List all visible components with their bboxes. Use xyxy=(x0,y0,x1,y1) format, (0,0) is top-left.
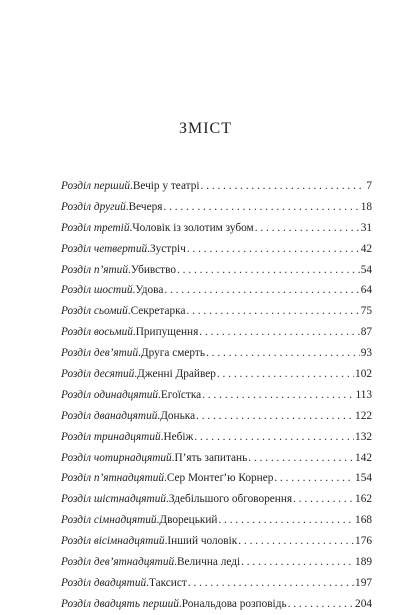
label-separator: . xyxy=(130,180,133,192)
chapter-label: Розділ двадцять перший xyxy=(61,597,179,610)
page-number: 7 xyxy=(366,180,372,192)
label-separator: . xyxy=(171,451,175,464)
label-separator: . xyxy=(174,556,177,569)
label-separator: . xyxy=(125,200,129,213)
toc-entry xyxy=(61,489,372,510)
chapter-label: Розділ четвертий xyxy=(61,242,148,255)
page-number: 93 xyxy=(360,347,372,360)
page-number: 102 xyxy=(355,368,372,381)
dot-leader xyxy=(177,260,360,281)
chapter-title: Таксист xyxy=(148,576,187,589)
chapter-title: Секретарка xyxy=(130,305,186,318)
label-separator: . xyxy=(156,514,160,527)
toc-entry xyxy=(61,448,372,469)
chapter-label: Розділ сімнадцятий xyxy=(61,514,157,527)
toc-entry xyxy=(61,176,372,197)
toc-entry xyxy=(61,239,372,260)
page-number: 189 xyxy=(355,556,372,569)
toc-entry xyxy=(61,260,372,281)
chapter-title: Сер Монтеґ’ю Корнер xyxy=(166,472,274,485)
chapter-title: Дворецький xyxy=(159,514,218,527)
chapter-title: Вечір у театрі xyxy=(132,180,200,192)
toc-entry xyxy=(61,197,372,218)
chapter-title: Небіж xyxy=(163,430,194,443)
label-separator: . xyxy=(157,409,161,422)
toc-entry xyxy=(61,322,372,343)
dot-leader xyxy=(238,531,354,552)
toc-entry xyxy=(61,385,372,406)
chapter-label: Розділ тринадцятий xyxy=(61,430,161,443)
page-number: 132 xyxy=(355,430,372,443)
dot-leader xyxy=(293,489,354,510)
label-separator: . xyxy=(132,326,136,339)
label-separator: . xyxy=(166,493,169,506)
toc-entry xyxy=(61,280,372,301)
toc-entry xyxy=(61,427,372,448)
page-number: 162 xyxy=(355,493,372,506)
page-title: ЗМІСТ xyxy=(178,120,232,137)
label-separator: . xyxy=(164,535,168,548)
page-number: 204 xyxy=(355,597,372,610)
chapter-label: Розділ п’ятнадцятий xyxy=(61,472,164,485)
chapter-title: Вечеря xyxy=(128,200,163,213)
page-number: 176 xyxy=(355,535,372,548)
chapter-title: Донька xyxy=(160,409,196,422)
page-number: 113 xyxy=(355,388,372,401)
dot-leader xyxy=(255,218,360,239)
page-number: 87 xyxy=(360,326,372,339)
chapter-label: Розділ дев’ятий xyxy=(61,347,139,360)
label-separator: . xyxy=(160,430,164,443)
label-separator: . xyxy=(134,368,138,381)
toc-entry xyxy=(61,552,372,573)
chapter-title: Друга смерть xyxy=(140,347,206,360)
chapter-label: Розділ десятий xyxy=(61,368,135,381)
chapter-title: Удова xyxy=(135,284,164,297)
dot-leader xyxy=(163,197,359,218)
chapter-label: Розділ восьмий xyxy=(61,326,133,339)
chapter-label: Розділ дванадцятий xyxy=(61,409,158,422)
chapter-label: Розділ перший xyxy=(61,180,130,192)
page-number: 168 xyxy=(355,514,372,527)
dot-leader xyxy=(196,406,354,427)
table-of-contents xyxy=(61,176,372,615)
label-separator: . xyxy=(164,472,167,485)
dot-leader xyxy=(194,427,354,448)
label-separator: . xyxy=(138,347,141,360)
chapter-label: Розділ вісімнадцятий xyxy=(61,535,165,548)
dot-leader xyxy=(186,301,359,322)
page-number: 42 xyxy=(360,242,372,255)
chapter-title: П’ять запитань xyxy=(174,451,248,464)
dot-leader xyxy=(274,468,354,489)
chapter-label: Розділ чотирнадцятий xyxy=(61,451,172,464)
page-number: 154 xyxy=(355,472,372,485)
page-number: 31 xyxy=(360,221,372,234)
chapter-title: Чоловік із золотим зубом xyxy=(132,221,254,234)
dot-leader xyxy=(201,176,366,197)
chapter-title: Егоїстка xyxy=(160,388,202,401)
dot-leader xyxy=(241,552,354,573)
dot-leader xyxy=(248,448,354,469)
toc-entry xyxy=(61,218,372,239)
chapter-label: Розділ дев’ятнадцятий xyxy=(61,556,175,569)
label-separator: . xyxy=(147,242,150,255)
chapter-title: Інший чоловік xyxy=(167,535,238,548)
toc-entry xyxy=(61,594,372,615)
dot-leader xyxy=(187,239,360,260)
toc-entry xyxy=(61,364,372,385)
toc-entry xyxy=(61,531,372,552)
chapter-label: Розділ одинадцятий xyxy=(61,388,159,401)
dot-leader xyxy=(199,322,359,343)
page-number: 75 xyxy=(360,305,372,318)
label-separator: . xyxy=(178,597,182,610)
page-number: 122 xyxy=(355,409,372,422)
label-separator: . xyxy=(132,284,136,297)
toc-entry xyxy=(61,510,372,531)
dot-leader xyxy=(288,594,354,615)
dot-leader xyxy=(188,573,354,594)
dot-leader xyxy=(217,364,354,385)
chapter-title: Припущення xyxy=(135,326,199,339)
label-separator: . xyxy=(129,221,133,234)
dot-leader xyxy=(218,510,354,531)
dot-leader xyxy=(164,280,359,301)
page-number: 142 xyxy=(355,451,372,464)
chapter-label: Розділ шостий xyxy=(61,284,133,297)
chapter-label: Розділ сьомий xyxy=(61,305,128,318)
chapter-title: Зустріч xyxy=(149,242,186,255)
chapter-label: Розділ п’ятий xyxy=(61,263,128,276)
chapter-label: Розділ шістнадцятий xyxy=(61,493,167,506)
page-number: 18 xyxy=(360,200,372,213)
chapter-title: Дженні Драйвер xyxy=(137,368,216,381)
chapter-title: Убивство xyxy=(130,263,177,276)
page-number: 54 xyxy=(360,263,372,276)
toc-entry xyxy=(61,573,372,594)
toc-entry xyxy=(61,468,372,489)
label-separator: . xyxy=(158,388,161,401)
label-separator: . xyxy=(127,305,131,318)
chapter-title: Велична леді xyxy=(176,556,241,569)
label-separator: . xyxy=(146,576,149,589)
page-number: 64 xyxy=(360,284,372,297)
dot-leader xyxy=(202,385,354,406)
chapter-label: Розділ двадцятий xyxy=(61,576,147,589)
chapter-label: Розділ третій xyxy=(61,221,130,234)
label-separator: . xyxy=(127,263,131,276)
chapter-label: Розділ другий xyxy=(61,200,126,213)
toc-entry xyxy=(61,343,372,364)
toc-entry xyxy=(61,406,372,427)
page-number: 197 xyxy=(355,576,372,589)
chapter-title: Рональдова розповідь xyxy=(181,597,287,610)
chapter-title: Здебільшого обговорення xyxy=(168,493,293,506)
dot-leader xyxy=(206,343,360,364)
toc-entry xyxy=(61,301,372,322)
